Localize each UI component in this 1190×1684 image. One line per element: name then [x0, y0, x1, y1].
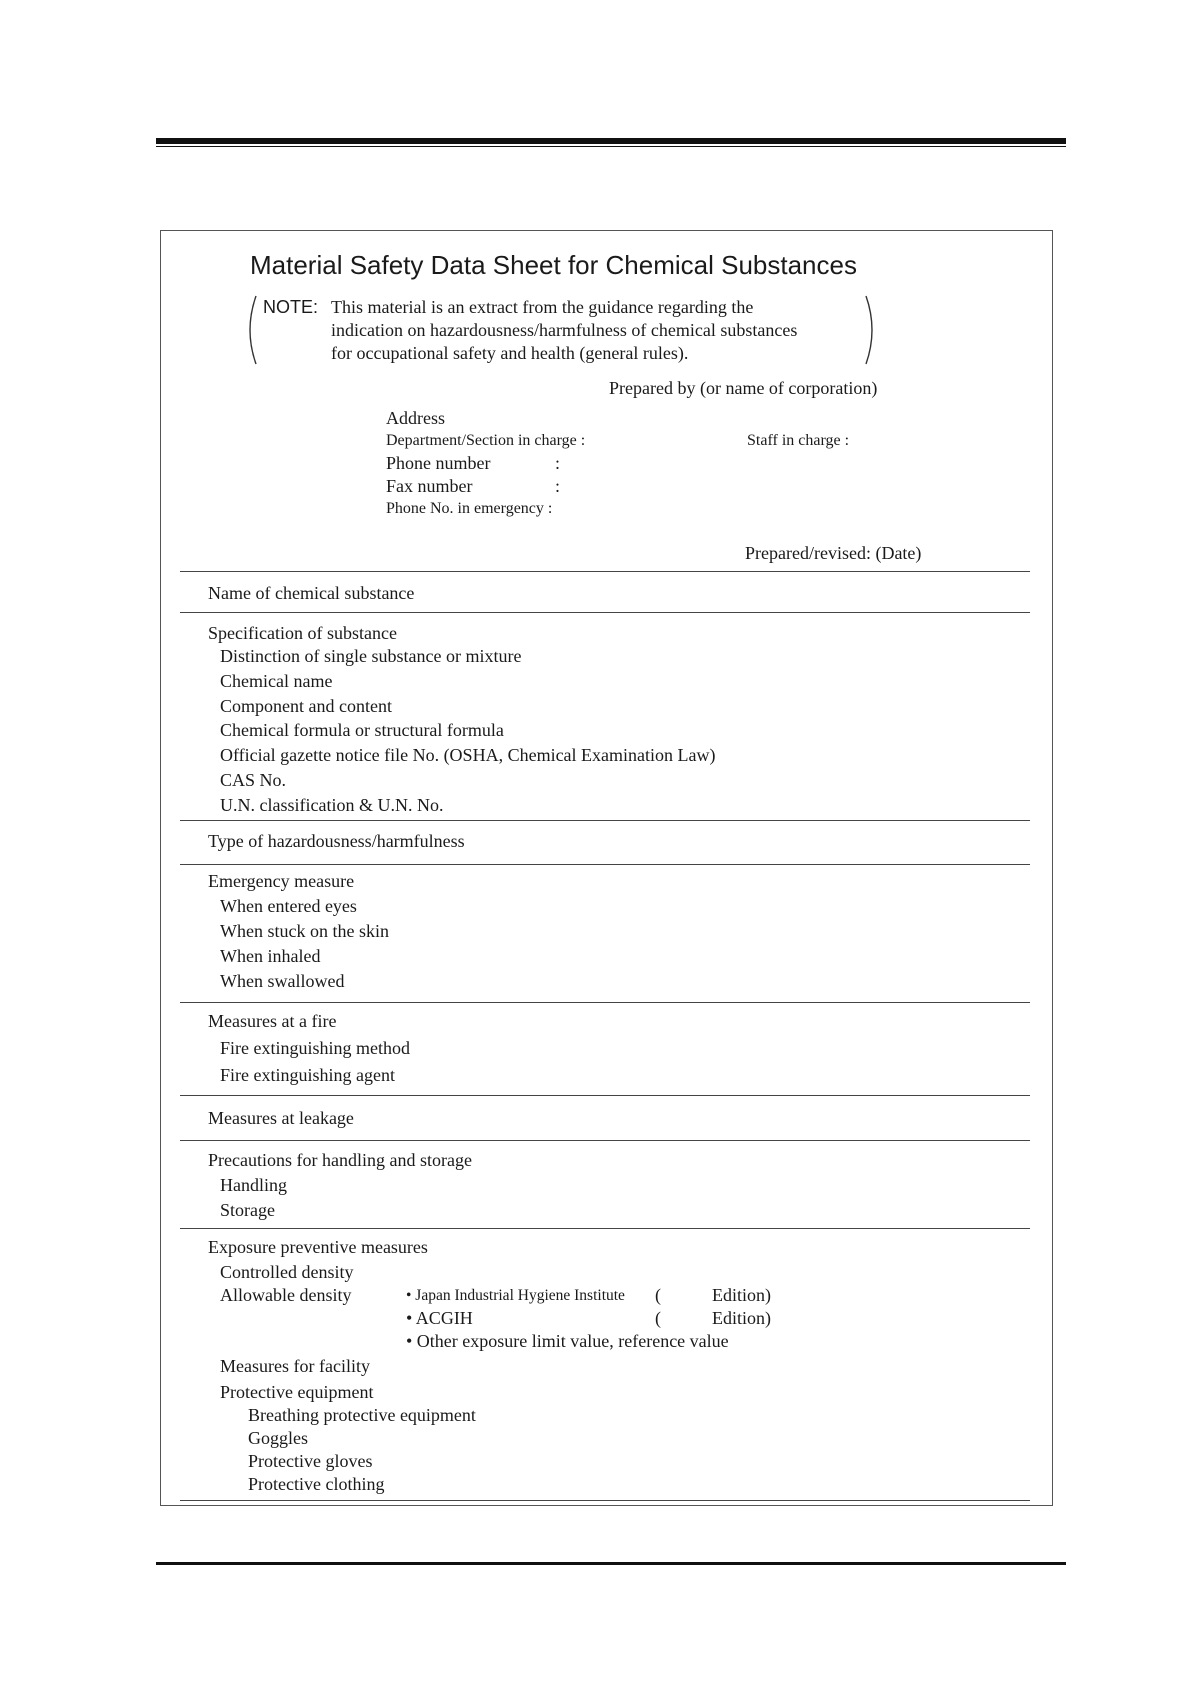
section-title-handling: Precautions for handling and storage	[208, 1150, 472, 1170]
section-title-specification: Specification of substance	[208, 623, 397, 643]
equipment-item: Protective clothing	[248, 1474, 385, 1494]
limit-label: • ACGIH	[406, 1308, 473, 1328]
fax-colon: :	[555, 476, 561, 496]
fax-label: Fax number	[386, 476, 473, 496]
section-title-hazard: Type of hazardousness/harmfulness	[208, 831, 465, 851]
bottom-rule	[156, 1562, 1066, 1565]
prepared-revised-date: Prepared/revised: (Date)	[745, 543, 922, 563]
top-rule-thick	[156, 138, 1066, 144]
right-paren-icon	[864, 294, 878, 366]
section-divider	[180, 1002, 1030, 1003]
section-divider	[180, 1095, 1030, 1096]
emergency-item: When entered eyes	[220, 896, 357, 916]
equipment-item: Goggles	[248, 1428, 308, 1448]
section-title-name: Name of chemical substance	[208, 583, 415, 603]
spec-item: U.N. classification & U.N. No.	[220, 795, 444, 815]
equipment-item: Breathing protective equipment	[248, 1405, 476, 1425]
spec-item: CAS No.	[220, 770, 287, 790]
emergency-phone-label: Phone No. in emergency :	[386, 500, 553, 517]
phone-colon: :	[555, 453, 561, 473]
section-divider	[180, 571, 1030, 572]
handling-item: Storage	[220, 1200, 275, 1220]
section-divider	[180, 864, 1030, 865]
section-divider	[180, 820, 1030, 821]
limit-label: • Japan Industrial Hygiene Institute	[406, 1287, 625, 1304]
msds-frame	[160, 230, 1053, 1506]
section-title-emergency: Emergency measure	[208, 871, 355, 891]
equipment-item: Protective gloves	[248, 1451, 373, 1471]
section-divider	[180, 1500, 1030, 1501]
section-title-exposure: Exposure preventive measures	[208, 1237, 428, 1257]
emergency-item: When swallowed	[220, 971, 345, 991]
fire-item: Fire extinguishing method	[220, 1038, 410, 1058]
spec-item: Chemical formula or structural formula	[220, 720, 504, 740]
limit-edition: Edition)	[712, 1285, 771, 1305]
allowable-density: Allowable density	[220, 1285, 352, 1305]
left-paren-icon	[244, 294, 258, 366]
section-divider	[180, 1228, 1030, 1229]
handling-item: Handling	[220, 1175, 287, 1195]
address-label: Address	[386, 408, 445, 428]
document-title: Material Safety Data Sheet for Chemical Substances	[250, 250, 857, 280]
note-label: NOTE:	[263, 297, 319, 317]
staff-label: Staff in charge :	[747, 432, 850, 449]
limit-paren: (	[655, 1285, 661, 1305]
limit-paren: (	[655, 1308, 661, 1328]
phone-label: Phone number	[386, 453, 491, 473]
note-line: This material is an extract from the guidance regarding the	[331, 297, 754, 317]
facility-measures: Measures for facility	[220, 1356, 370, 1376]
spec-item: Component and content	[220, 696, 392, 716]
spec-item: Chemical name	[220, 671, 333, 691]
protective-equipment: Protective equipment	[220, 1382, 374, 1402]
department-label: Department/Section in charge :	[386, 432, 586, 449]
section-title-leakage: Measures at leakage	[208, 1108, 354, 1128]
section-divider	[180, 612, 1030, 613]
emergency-item: When inhaled	[220, 946, 321, 966]
note-line: indication on hazardousness/harmfulness of chemical substances	[331, 320, 798, 340]
other-limit: • Other exposure limit value, reference value	[406, 1331, 729, 1351]
fire-item: Fire extinguishing agent	[220, 1065, 395, 1085]
spec-item: Official gazette notice file No. (OSHA, Chemical Examination Law)	[220, 745, 716, 765]
prepared-by: Prepared by (or name of corporation)	[609, 378, 878, 398]
emergency-item: When stuck on the skin	[220, 921, 389, 941]
section-divider	[180, 1140, 1030, 1141]
limit-edition: Edition)	[712, 1308, 771, 1328]
section-title-fire: Measures at a fire	[208, 1011, 337, 1031]
controlled-density: Controlled density	[220, 1262, 354, 1282]
top-rule-thin	[156, 146, 1066, 147]
note-line: for occupational safety and health (general rules).	[331, 343, 689, 363]
spec-item: Distinction of single substance or mixture	[220, 646, 522, 666]
